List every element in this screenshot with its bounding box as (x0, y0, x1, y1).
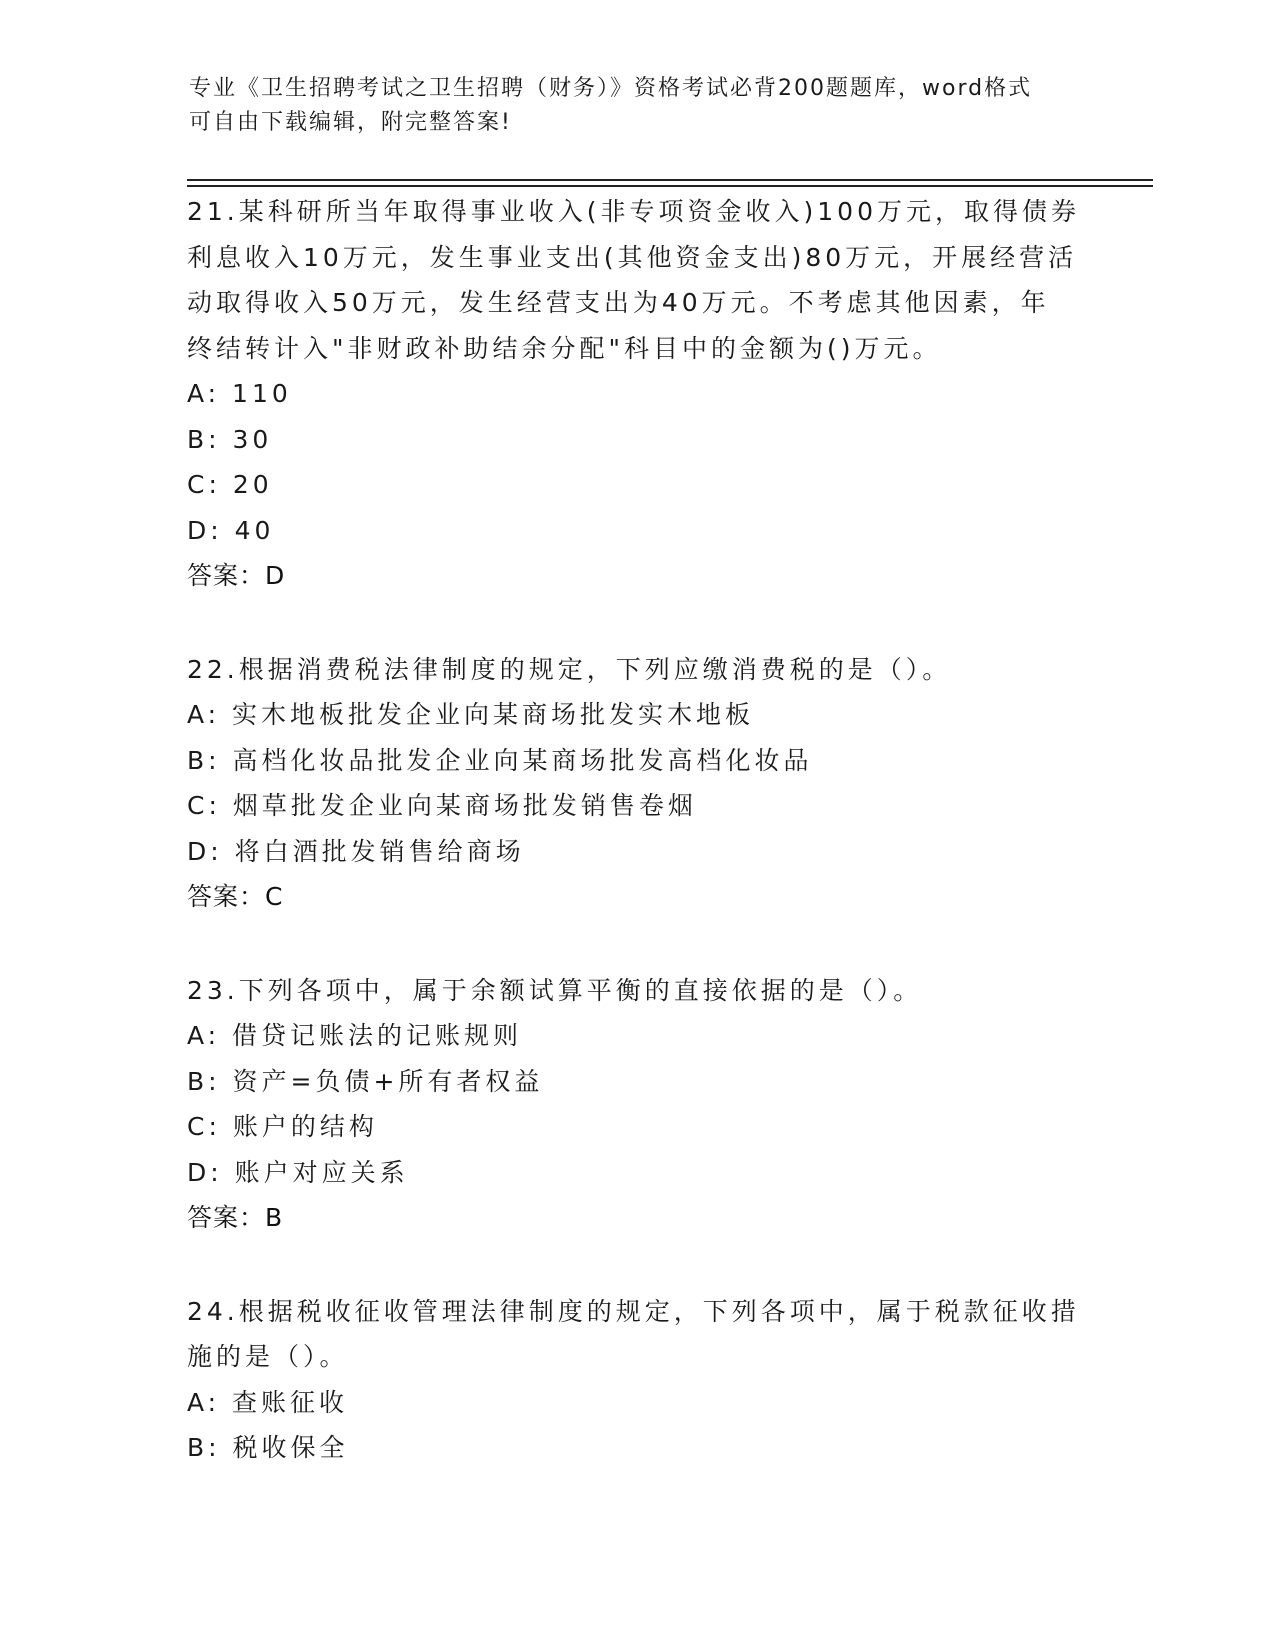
question-23 (187, 968, 1087, 1241)
option-a: A: 查账征收 (187, 1387, 349, 1417)
answer-label: 答案：C (187, 882, 284, 911)
option-c: C: 账户的结构 (187, 1112, 378, 1141)
question-text (187, 647, 1087, 693)
question-list (187, 189, 1087, 1471)
option-c: C: 20 (187, 470, 273, 499)
question-text-line: 23.下列各项中，属于余额试算平衡的直接依据的是（）。 (187, 975, 923, 1005)
answer-label: 答案：D (187, 561, 286, 590)
question-22 (187, 647, 1087, 920)
question-text-line: 24.根据税收征收管理法律制度的规定，下列各项中，属于税款征收措 (187, 1296, 1080, 1326)
header-divider (187, 179, 1153, 181)
option-a: A: 借贷记账法的记账规则 (187, 1021, 523, 1050)
question-text-line: 动取得收入50万元，发生经营支出为40万元。不考虑其他因素，年 (187, 288, 1050, 317)
option-d: D: 账户对应关系 (187, 1157, 409, 1187)
question-text-line: 终结转计入"非财政补助结余分配"科目中的金额为()万元。 (187, 333, 942, 363)
question-text-line: 利息收入10万元，发生事业支出(其他资金支出)80万元，开展经营活 (187, 242, 1078, 272)
question-text (187, 1289, 1087, 1380)
question-24 (187, 1289, 1087, 1471)
question-text (187, 189, 1087, 371)
option-a: A: 实木地板批发企业向某商场批发实木地板 (187, 700, 755, 729)
header-divider (187, 185, 1153, 187)
option-d: D: 40 (187, 515, 275, 545)
document-header (189, 72, 1069, 140)
question-text-line: 施的是（）。 (187, 1342, 349, 1371)
answer-label: 答案：B (187, 1203, 284, 1232)
question-21 (187, 189, 1087, 599)
option-b: B: 税收保全 (187, 1433, 349, 1462)
question-text-line: 21.某科研所当年取得事业收入(非专项资金收入)100万元，取得债券 (187, 197, 1080, 226)
option-b: B: 资产=负债+所有者权益 (187, 1066, 544, 1096)
question-text-line: 22.根据消费税法律制度的规定，下列应缴消费税的是（）。 (187, 654, 952, 684)
option-b: B: 高档化妆品批发企业向某商场批发高档化妆品 (187, 745, 813, 775)
option-a: A: 110 (187, 379, 292, 408)
header-line: 可自由下载编辑，附完整答案! (189, 110, 512, 135)
option-c: C: 烟草批发企业向某商场批发销售卷烟 (187, 791, 697, 820)
option-d: D: 将白酒批发销售给商场 (187, 836, 525, 866)
question-text (187, 968, 1087, 1014)
option-b: B: 30 (187, 424, 273, 454)
header-line: 专业《卫生招聘考试之卫生招聘（财务）》资格考试必背200题题库，word格式 (189, 76, 1033, 101)
